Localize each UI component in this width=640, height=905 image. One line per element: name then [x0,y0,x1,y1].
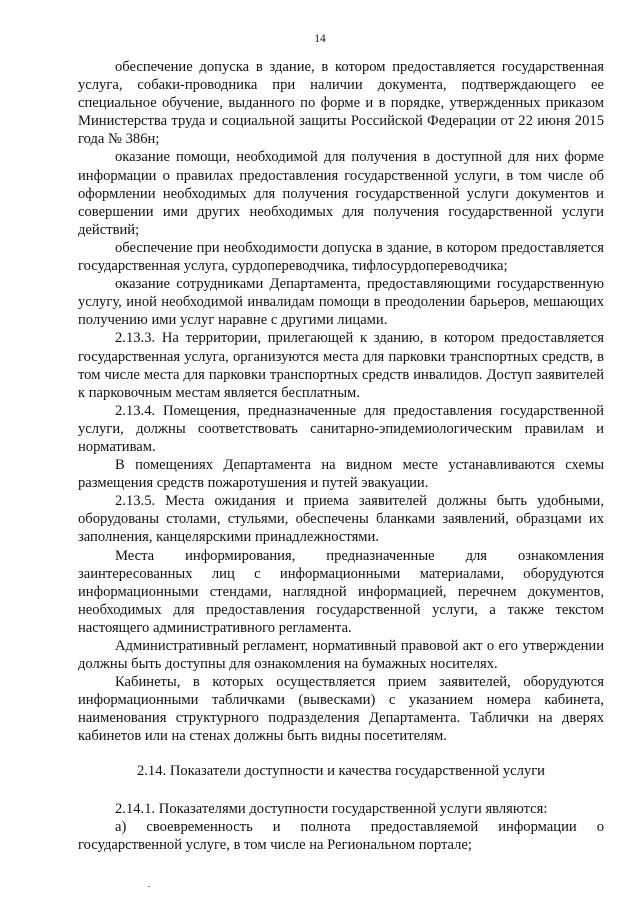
paragraph-office-signs: Кабинеты, в которых осуществляется прием заявителей, оборудуются информационными табличками (вывесками) с указанием номера кабинета, наименования структурного подразделения Департамента. Таблички на дверях кабинетов или на стенах должны быть видны посетителям. [78,674,604,745]
paragraph-2-13-5-waiting-areas: 2.13.5. Места ожидания и приема заявителей должны быть удобными, оборудованы столами, стульями, обеспечены бланками заявлений, образцами их заполнения, канцелярскими принадлежностями. [78,493,604,546]
scan-speck [148,886,150,887]
paragraph-2-14-1-indicators: 2.14.1. Показателями доступности государственной услуги являются: [115,800,548,817]
paragraph-2-13-4-premises: 2.13.4. Помещения, предназначенные для предоставления государственной услуги, должны соответствовать санитарно-эпидемиологическим правилам и нормативам. [78,402,604,455]
paragraph-item-a-timeliness: а) своевременность и полнота предоставляемой информации о государственной услуге, в том числе на Региональном портале; [78,818,604,853]
paragraph-sign-interpreter-access: обеспечение при необходимости допуска в здание, в котором предоставляется государственная услуга, сурдопереводчика, тифлосурдопереводчика; [78,239,604,275]
paragraph-information-stands: Места информирования, предназначенные для ознакомления заинтересованных лиц с информационными материалами, оборудуются информационными стендами, наглядной информацией, перечнем документов, необходимых для предоставления государственной услуги, а также текстом настоящего административного регламента. [78,547,604,636]
paragraph-guide-dog-access: обеспечение допуска в здание, в котором предоставляется государственная услуга, собаки-проводника при наличии документа, подтверждающего ее специальное обучение, выданного по форме и в порядке, утвержденных приказом Министерства труда и социальной защиты Российской Федерации от 22 июня 2015 года № 386н; [78,59,604,148]
paragraph-evacuation-schemes: В помещениях Департамента на видном месте устанавливаются схемы размещения средств пожаротушения и путей эвакуации. [78,457,604,492]
paragraph-staff-assistance: оказание сотрудниками Департамента, предоставляющими государственную услугу, иной необходимой инвалидам помощи в преодолении барьеров, мешающих получению ими услуг наравне с другими лицами. [78,276,604,329]
paragraph-2-13-3-parking: 2.13.3. На территории, прилегающей к зданию, в котором предоставляется государственная услуга, организуются места для парковки транспортных средств, в том числе места для парковки транспортных средств инвалидов. Доступ заявителей к парковочным местам является бесплатным. [78,330,604,401]
paragraph-information-assistance: оказание помощи, необходимой для получения в доступной для них форме информации о правилах предоставления государственной услуги, в том числе об оформлении необходимых для получения государственной услуги документов и совершении ими других необходимых для получения государственной услуги действий; [78,149,604,238]
document-body [78,58,604,854]
page-number: 14 [314,33,326,45]
paragraph-regulation-availability: Административный регламент, нормативный правовой акт о его утверждении должны быть доступны для ознакомления на бумажных носителях. [78,638,604,673]
section-heading-2-14: 2.14. Показатели доступности и качества государственной услуги [136,762,545,779]
